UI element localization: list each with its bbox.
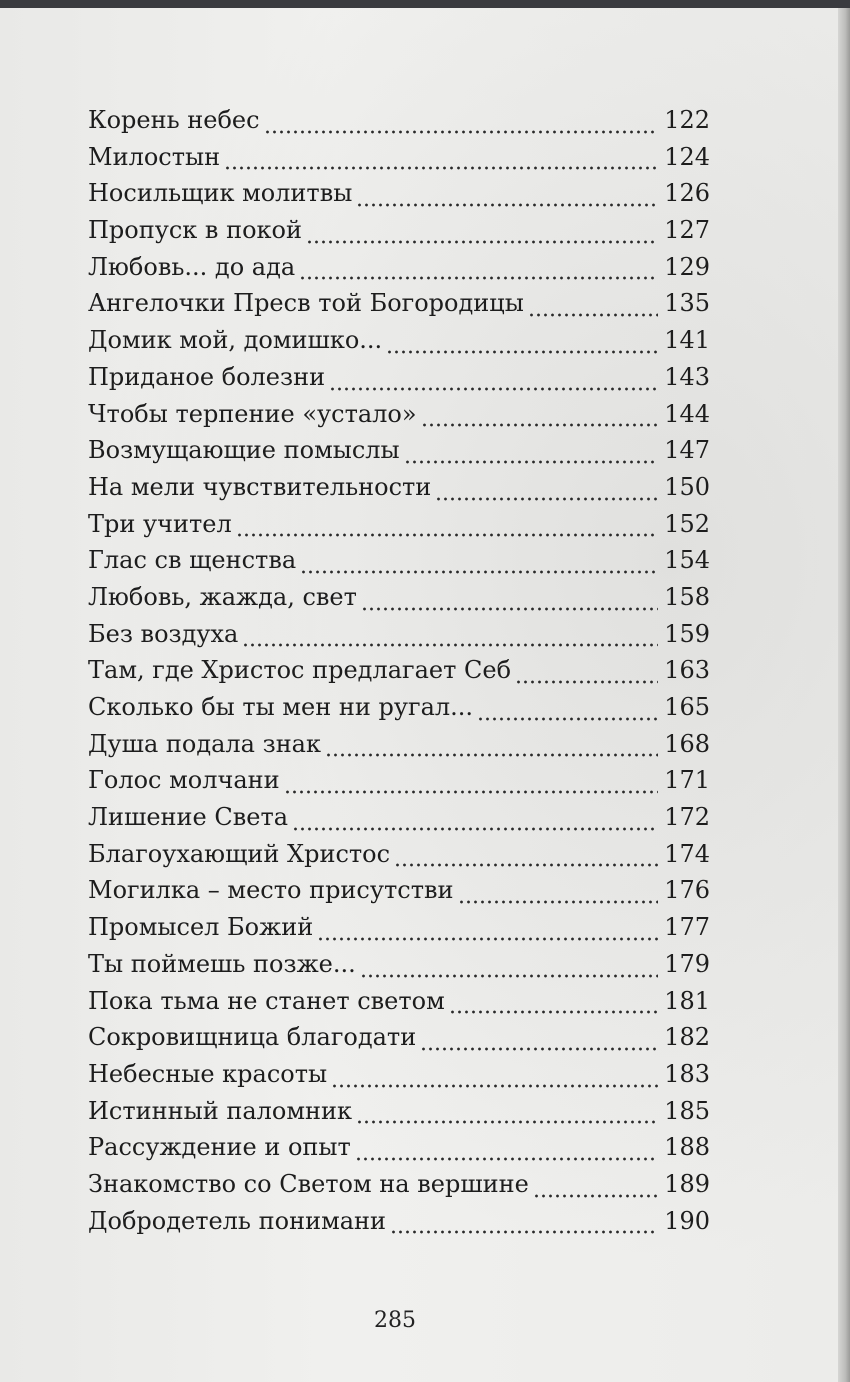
toc-entry-page: 124: [664, 142, 710, 171]
dot-leader: [224, 160, 658, 170]
dot-leader: [361, 601, 658, 611]
toc-entry-title: Ангелочки Пресв той Богородицы: [88, 289, 524, 318]
toc-entry-title: Рассуждение и опыт: [88, 1133, 351, 1162]
toc-entry-page: 150: [664, 472, 710, 501]
toc-entry-title: Милостын: [88, 142, 221, 171]
dot-leader: [264, 124, 658, 134]
toc-entry: [88, 546, 710, 583]
dot-leader: [390, 1224, 658, 1234]
toc-entry-title: Любовь, жажда, свет: [88, 582, 357, 611]
toc-entry-title: Носильщик молитвы: [88, 179, 353, 208]
toc-entry-page: 174: [664, 839, 710, 868]
dot-leader: [356, 1114, 658, 1124]
dot-leader: [306, 234, 658, 244]
dot-leader: [449, 1004, 658, 1014]
toc-entry: [88, 693, 710, 730]
toc-entry-title: Ты поймешь позже...: [88, 949, 356, 978]
toc-entry: [88, 1097, 710, 1134]
toc-entry-title: Могилка – место присутстви: [88, 876, 454, 905]
dot-leader: [355, 1151, 658, 1161]
toc-entry: [88, 730, 710, 767]
toc-entry-title: Пропуск в покой: [88, 216, 302, 245]
dot-leader: [386, 344, 658, 354]
toc-entry-title: Глас св щенства: [88, 546, 297, 575]
dot-leader: [533, 1188, 658, 1198]
toc-entry-page: 176: [664, 876, 710, 905]
toc-entry-title: На мели чувствительности: [88, 472, 432, 501]
dot-leader: [284, 784, 658, 794]
dot-leader: [325, 747, 658, 757]
dot-leader: [331, 1078, 658, 1088]
toc-entry: [88, 1207, 710, 1244]
toc-entry: [88, 1060, 710, 1097]
toc-entry: [88, 179, 710, 216]
dot-leader: [420, 1041, 658, 1051]
toc-entry: [88, 766, 710, 803]
toc-entry-page: 177: [664, 913, 710, 942]
toc-entry: [88, 1023, 710, 1060]
toc-entry-title: Пока тьма не станет светом: [88, 986, 445, 1015]
toc-entry-page: 183: [664, 1059, 710, 1088]
toc-entry: [88, 106, 710, 143]
toc-entry-page: 185: [664, 1096, 710, 1125]
toc-entry-page: 163: [664, 656, 710, 685]
dot-leader: [515, 674, 658, 684]
dot-leader: [299, 270, 658, 280]
page-edge-shadow: [838, 8, 850, 1382]
dot-leader: [242, 637, 658, 647]
toc-entry: [88, 913, 710, 950]
toc-entry-page: 143: [664, 362, 710, 391]
toc-entry: [88, 253, 710, 290]
toc-entry-page: 172: [664, 803, 710, 832]
toc-entry: [88, 950, 710, 987]
toc-entry-page: 147: [664, 436, 710, 465]
toc-entry-page: 171: [664, 766, 710, 795]
toc-entry-page: 165: [664, 693, 710, 721]
toc-entry: [88, 876, 710, 913]
toc-entry: [88, 1170, 710, 1207]
page-number: 285: [374, 1308, 416, 1333]
toc-entry-page: 159: [664, 619, 710, 648]
toc-entry-page: 154: [664, 546, 710, 575]
toc-entry-title: Знакомство со Светом на вершине: [88, 1169, 529, 1198]
toc-entry: [88, 987, 710, 1024]
toc-entry-title: Любовь... до ада: [88, 252, 296, 281]
toc-entry-page: 168: [664, 729, 710, 758]
toc-entry-title: Возмущающие помыслы: [88, 436, 400, 465]
toc-entry: [88, 436, 710, 473]
dot-leader: [394, 857, 658, 867]
toc-entry-title: Три учител: [88, 509, 232, 538]
toc-entry-page: 122: [664, 106, 710, 134]
toc-entry-page: 158: [664, 582, 710, 611]
book-page: [0, 8, 838, 1382]
toc-entry-page: 181: [664, 986, 710, 1015]
toc-entry: [88, 216, 710, 253]
toc-entry-title: Без воздуха: [88, 619, 239, 648]
dot-leader: [477, 711, 658, 721]
toc-entry: [88, 656, 710, 693]
dot-leader: [421, 417, 658, 427]
toc-entry-title: Голос молчани: [88, 766, 280, 795]
toc-entry: [88, 363, 710, 400]
toc-entry-page: 144: [664, 399, 710, 428]
toc-entry: [88, 1133, 710, 1170]
toc-entry: [88, 289, 710, 326]
dot-leader: [435, 491, 658, 501]
toc-entry: [88, 326, 710, 363]
toc-entry-page: 135: [664, 289, 710, 318]
toc-entry-title: Корень небес: [88, 106, 260, 134]
toc-entry-page: 182: [664, 1023, 710, 1052]
table-of-contents: [88, 106, 710, 1243]
dot-leader: [458, 894, 659, 904]
dot-leader: [360, 968, 658, 978]
toc-entry-page: 188: [664, 1133, 710, 1162]
dot-leader: [329, 381, 658, 391]
dot-leader: [236, 527, 658, 537]
toc-entry: [88, 803, 710, 840]
toc-entry-title: Там, где Христос предлагает Себ: [88, 656, 512, 685]
toc-entry-page: 189: [664, 1169, 710, 1198]
toc-entry-page: 141: [664, 326, 710, 355]
toc-entry-title: Домик мой, домишко...: [88, 326, 383, 355]
toc-entry: [88, 840, 710, 877]
toc-entry-title: Небесные красоты: [88, 1059, 328, 1088]
dot-leader: [528, 307, 658, 317]
dot-leader: [300, 564, 658, 574]
toc-entry: [88, 583, 710, 620]
dot-leader: [404, 454, 658, 464]
toc-entry-page: 152: [664, 509, 710, 538]
toc-entry: [88, 400, 710, 437]
toc-entry: [88, 143, 710, 180]
toc-entry-title: Сокровищница благодати: [88, 1023, 417, 1052]
toc-entry-title: Приданое болезни: [88, 362, 326, 391]
dot-leader: [356, 197, 658, 207]
dot-leader: [292, 821, 658, 831]
toc-entry-page: 126: [664, 179, 710, 208]
toc-entry-page: 129: [664, 252, 710, 281]
toc-entry-title: Истинный паломник: [88, 1096, 353, 1125]
toc-entry-title: Лишение Света: [88, 803, 289, 832]
toc-entry-title: Благоухающий Христос: [88, 839, 391, 868]
toc-entry-title: Добродетель понимани: [88, 1206, 387, 1235]
toc-entry-title: Сколько бы ты мен ни ругал...: [88, 693, 474, 721]
toc-entry-page: 179: [664, 949, 710, 978]
toc-entry-title: Душа подала знак: [88, 729, 321, 758]
toc-entry-page: 127: [664, 216, 710, 245]
toc-entry-title: Чтобы терпение «устало»: [88, 399, 417, 428]
toc-entry: [88, 510, 710, 547]
dot-leader: [317, 931, 658, 941]
toc-entry-title: Промысел Божий: [88, 913, 314, 942]
toc-entry: [88, 620, 710, 657]
toc-entry-page: 190: [664, 1206, 710, 1235]
toc-entry: [88, 473, 710, 510]
